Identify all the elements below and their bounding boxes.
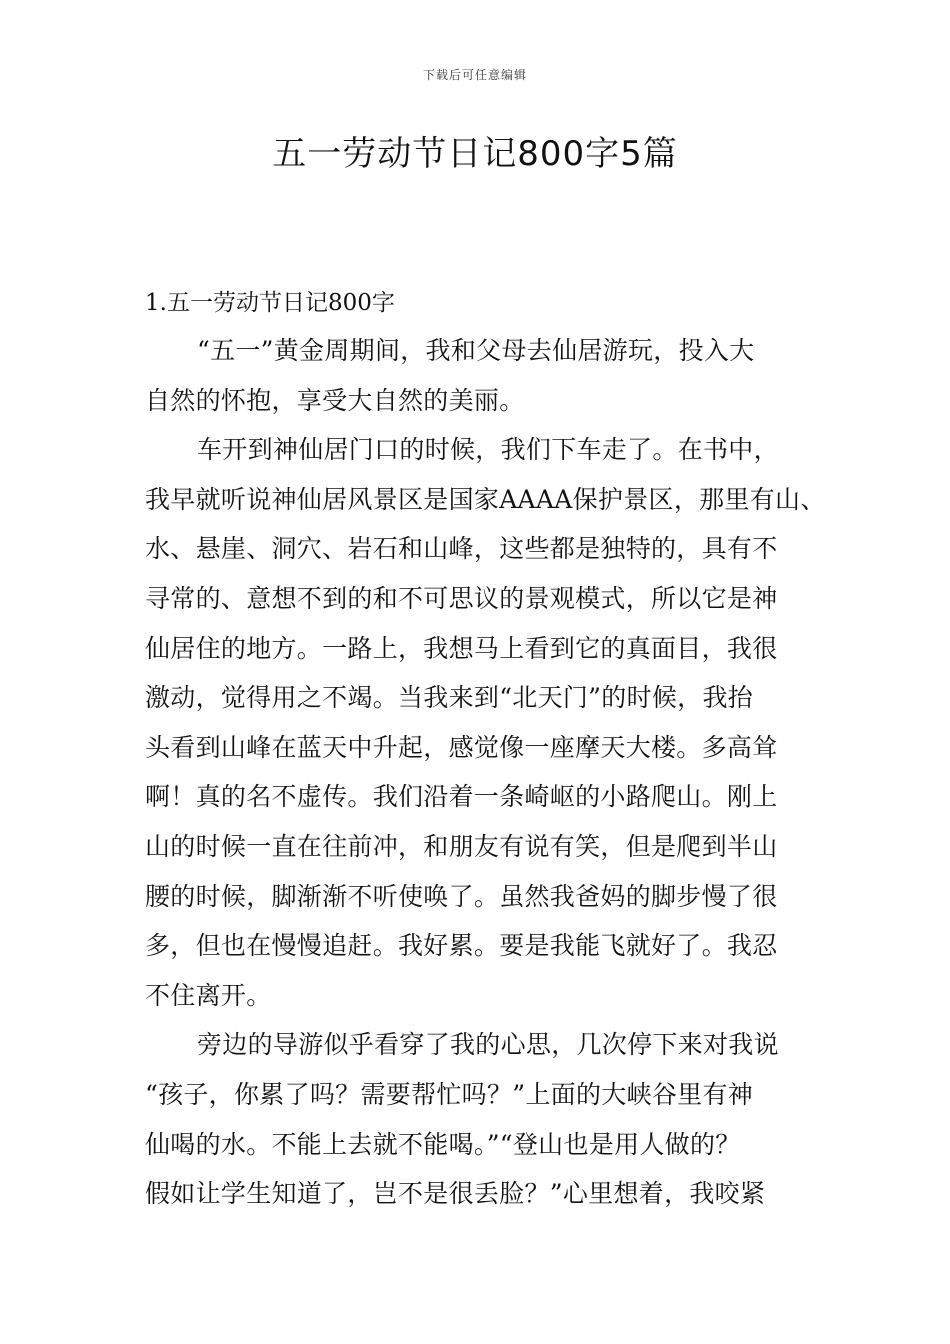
paragraph-line: 啊！真的名不虚传。我们沿着一条崎岖的小路爬山。刚上 [145,782,778,812]
paragraph-line: 仙居住的地方。一路上，我想马上看到它的真面目，我很 [145,633,778,663]
paragraph-line: 我早就听说神仙居风景区是国家AAAA保护景区，那里有山、 [145,484,826,514]
paragraph-line: “五一”黄金周期间，我和父母去仙居游玩，投入大 [197,336,755,365]
paragraph-line: 头看到山峰在蓝天中升起，感觉像一座摩天大楼。多高耸 [145,732,778,762]
paragraph-line: 腰的时候，脚渐渐不听使唤了。虽然我爸妈的脚步慢了很 [145,881,778,911]
paragraph-line: 激动，觉得用之不竭。当我来到“北天门”的时候，我抬 [145,683,754,713]
section-heading: 1.五一劳动节日记800字 [145,290,395,316]
body-text [145,326,825,1219]
paragraph-line: 假如让学生知道了，岂不是很丢脸？”心里想着，我咬紧 [145,1179,766,1209]
paragraph-line: “孩子，你累了吗？需要帮忙吗？”上面的大峡谷里有神 [145,1079,754,1109]
paragraph-line: 水、悬崖、洞穴、岩石和山峰，这些都是独特的，具有不 [145,534,778,564]
paragraph-line: 山的时候一直在往前冲，和朋友有说有笑，但是爬到半山 [145,831,778,861]
paragraph-line: 自然的怀抱，享受大自然的美丽。 [145,385,525,415]
page-header-note: 下载后可任意编辑 [422,68,527,82]
paragraph-line: 车开到神仙居门口的时候，我们下车走了。在书中， [197,435,779,465]
paragraph-line: 多，但也在慢慢追赶。我好累。要是我能飞就好了。我忍 [145,931,778,961]
document-title: 五一劳动节日记800字5篇 [272,134,678,174]
paragraph-line: 旁边的导游似乎看穿了我的心思，几次停下来对我说 [197,1030,779,1060]
paragraph-line: 寻常的、意想不到的和不可思议的景观模式，所以它是神 [145,583,778,613]
paragraph-line: 不住离开。 [145,980,272,1010]
paragraph-line: 仙喝的水。不能上去就不能喝。”“登山也是用人做的？ [145,1129,741,1159]
